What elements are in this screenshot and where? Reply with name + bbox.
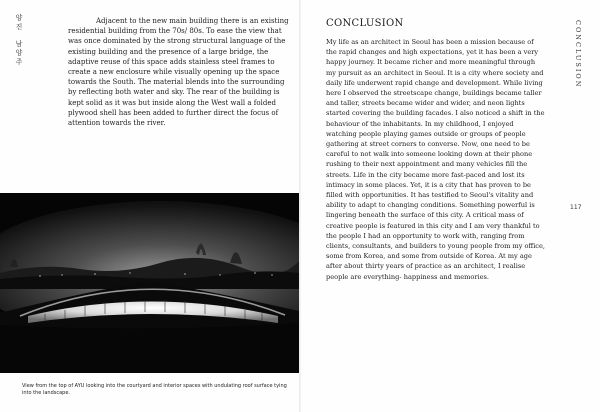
label-char: 양 [15, 14, 23, 22]
running-header-vertical: CONCLUSION [574, 20, 582, 89]
chapter-title: CONCLUSION [326, 18, 404, 29]
photo-caption: View from the top of AYU looking into the courtyard and interior spaces with undulating roof surface tying into the landscape. [22, 383, 287, 396]
label-char: 주 [15, 58, 23, 66]
label-char: 양 [15, 49, 23, 57]
page-number: 117 [570, 204, 582, 211]
vertical-location-label [12, 14, 26, 67]
left-paragraph: Adjacent to the new main building there is an existing residential building from the 70s/ 80s. To ease the view that was once dominated by the strong structural language of the existing building and the presence of a large bridge, the adaptive reuse of this space adds stainless steel frames to create a new enclosure while visually opening up the space towards the South. The material blends into the surrounding by reflecting both water and sky. The rear of the building is kept solid as it was but inside along the West wall a folded plywood shell has been added to further direct the focus of attention towards the river. [68, 17, 289, 128]
book-gutter [299, 0, 301, 412]
night-courtyard-photo [0, 193, 299, 373]
photo-illustration [0, 193, 299, 373]
right-paragraph: My life as an architect in Seoul has been a mission because of the rapid changes and high expectations, yet it has been a very happy journey. It became richer and more meaningful through my pursuit as an architect in Seoul. It is a city where society and daily life underwent rapid change and development. While living here I observed the streetscape change, buildings became taller and taller, streets became wider and wider, and neon lights started covering the building facades. I also noticed a shift in the behaviour of the inhabitants. In my childhood, I enjoyed watching people playing games outside or groups of people gathering at street corners to converse. Now, one need to be careful to not walk into someone looking down at their phone rushing to their next appointment and many vehicles fill the streets. Life in the city became more fast-paced and lost its intimacy in some places. Yet, it is a city that has proven to be filled with opportunities. It has testified to Seoul's vitality and ability to adapt to changing conditions. Something powerful is lingering beneath the surface of this city. A critical mass of creative people is featured in this city and I am very thankful to the people I had an opportunity to work with, ranging from clients, consultants, and builders to young people from my office, some from Korea, and some from outside of Korea. At my age after about thirty years of practice as an architect, I realise people are everything- happiness and memories. [326, 38, 546, 281]
label-char: 남 [15, 40, 23, 48]
left-page-body [68, 16, 290, 128]
label-char: 진 [15, 23, 23, 31]
right-page-body [326, 37, 546, 282]
